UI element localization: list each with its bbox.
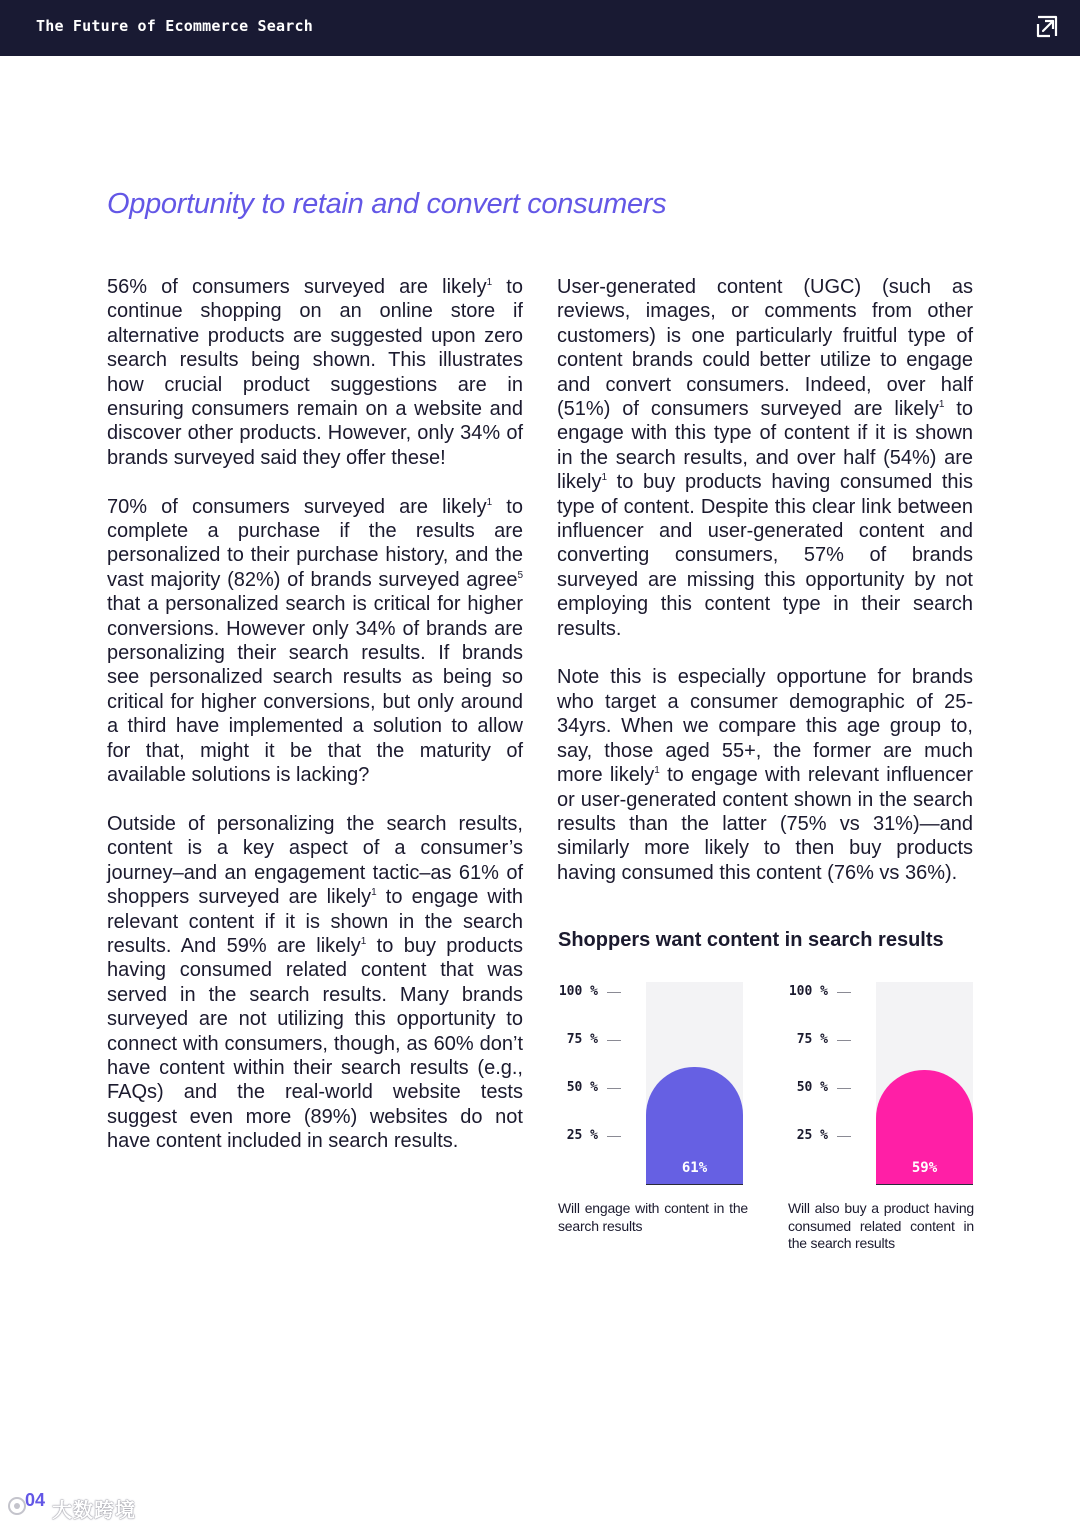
y-tick-label: 100 % <box>788 983 828 999</box>
y-tick-mark <box>837 1040 851 1041</box>
y-tick-mark <box>837 1088 851 1089</box>
arrow-corner-icon <box>1034 14 1060 40</box>
y-tick-mark <box>607 992 621 993</box>
y-tick-label: 25 % <box>796 1127 828 1143</box>
engage-bar-chart <box>548 978 758 1190</box>
right-column <box>557 275 973 910</box>
right-paragraph-2: Note this is especially opportune for brands who target a consumer demographic of 25-34yrs. When we compare this age group to, say, those aged 55+, the former are much more likely$^1$ to engage with relevant influencer or user-generated content shown in the search results than the latter (75% vs 31%)—and similarly more likely to then buy products having consumed this content (76% vs 36%). <box>557 666 973 884</box>
left-column <box>107 275 523 1178</box>
bar-value-label: 61% <box>681 1160 708 1176</box>
y-tick-mark <box>837 1136 851 1137</box>
top-bar <box>0 0 1080 56</box>
left-paragraph-3: Outside of personalizing the search results, content is a key aspect of a consumer’s journey–and an engagement tactic–as 61% of shoppers surveyed are likely$^1$ to engage with relevant content if it is shown in the search results. And 59% are likely$^1$ to buy products having consumed related content that was served in the search results. Many brands surveyed are not utilizing this opportunity to connect with consumers, though, as 60% don’t have content within their search results (e.g., FAQs) and the real-world website tests suggest even more (89%) websites do not have content included in search results. <box>107 812 524 1153</box>
baseline <box>646 1184 743 1185</box>
baseline <box>876 1184 973 1185</box>
y-tick-label: 100 % <box>558 983 598 999</box>
y-tick-mark <box>607 1136 621 1137</box>
left-paragraph-1: 56% of consumers surveyed are likely$^1$ to continue shopping on an online store if alternative products are suggested upon zero search results being shown. This illustrates how crucial product suggestions are in ensuring consumers remain on a website and discover other products. However, only 34% of brands surveyed said they offer these! <box>107 276 523 469</box>
chart-caption: Will engage with content in the search results <box>558 1200 748 1234</box>
bar-value-label: 59% <box>911 1160 938 1176</box>
chart-section-title: Shoppers want content in search results <box>558 929 944 951</box>
y-tick-label: 50 % <box>796 1079 828 1095</box>
chart-caption: Will also buy a product having consumed related content in the search results <box>788 1200 974 1251</box>
document-title: The Future of Ecommerce Search <box>36 17 313 35</box>
y-tick-mark <box>607 1040 621 1041</box>
left-paragraph-2: 70% of consumers surveyed are likely$^1$ to complete a purchase if the results are personalized to their purchase history, and the vast majority (82%) of brands surveyed agree$^5$ that a personalized search is critical for higher conversions. However only 34% of brands are personalizing their search results. If brands see personalized search results as being so critical for higher conversions, but only around a third have implemented a solution to allow for that, might it be that the maturity of available solutions is lacking? <box>107 495 523 787</box>
y-tick-label: 50 % <box>566 1079 598 1095</box>
y-tick-label: 75 % <box>796 1031 828 1047</box>
y-tick-label: 75 % <box>566 1031 598 1047</box>
right-paragraph-1: User-generated content (UGC) (such as reviews, images, or comments from other customers) is one particularly fruitful type of content brands could better utilize to engage and convert consumers. Indeed, over half (51%) of consumers surveyed are likely$^1$ to engage with this type of content if it is shown in the search results, and over half (54%) are likely$^1$ to buy products having consumed this type of content. Despite this clear link between influencer and user-generated content and converting consumers, 57% of brands surveyed are missing this opportunity by not employing this content type in their search results. <box>557 276 973 640</box>
section-heading: Opportunity to retain and convert consumers <box>107 188 667 220</box>
y-tick-mark <box>837 992 851 993</box>
y-tick-label: 25 % <box>566 1127 598 1143</box>
buy-bar-chart <box>778 978 988 1190</box>
y-tick-mark <box>607 1088 621 1089</box>
page-number: 04 <box>25 1490 46 1510</box>
watermark-text: 大数跨境 <box>52 1500 136 1522</box>
